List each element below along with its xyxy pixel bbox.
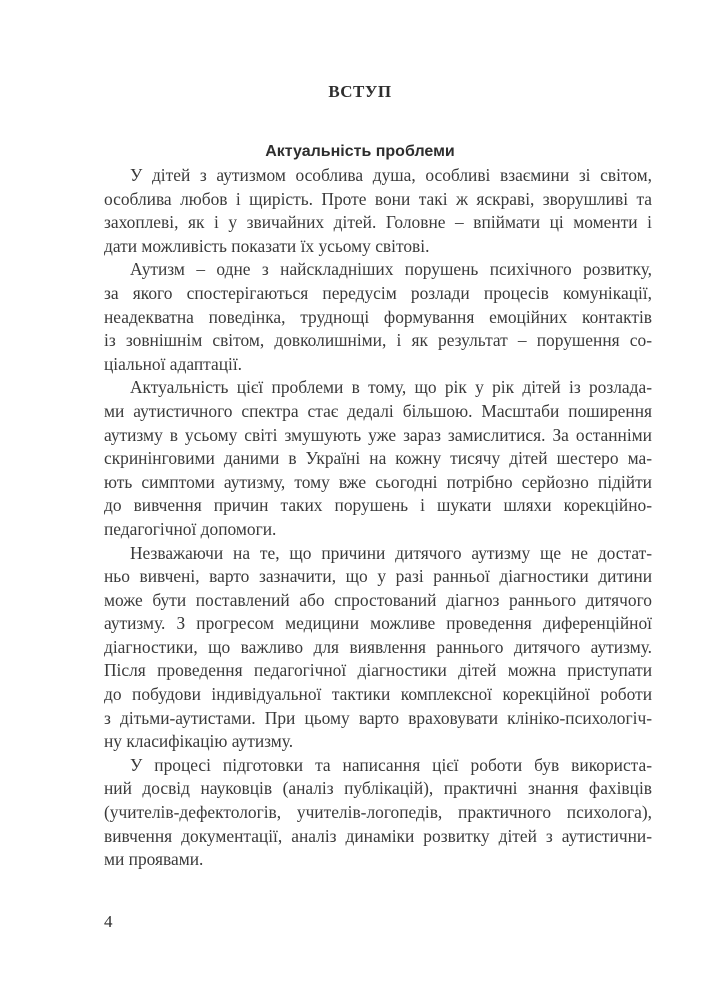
text-line: Аутизм – одне з найскладніших порушень психічного розвитку,: [130, 259, 652, 280]
text-line: ньо вивчені, варто зазначити, що у разі ранньої діагностики дитини: [104, 566, 652, 587]
text-line: педагогічної допомоги.: [104, 518, 277, 539]
text-line: аутизму. З прогресом медицини можливе проведення диференційної: [104, 613, 652, 634]
page-number: 4: [104, 912, 113, 931]
text-line: Актуальність цієї проблеми в тому, що рік у рік дітей із розлада-: [130, 377, 652, 398]
text-line: захоплеві, як і у звичайних дітей. Головне – впіймати ці моменти і: [104, 212, 652, 233]
text-line: Після проведення педагогічної діагностики дітей можна приступати: [104, 660, 652, 681]
text-line: У дітей з аутизмом особлива душа, особливі взаємини зі світом,: [130, 165, 652, 185]
text-line: із зовнішнім світом, довколишніми, і як результат – порушення со-: [104, 330, 652, 351]
text-line: може бути поставлений або спростований діагноз раннього дитячого: [104, 589, 652, 610]
paragraph: [104, 754, 652, 872]
text-line: ми проявами.: [104, 849, 204, 870]
text-line: У процесі підготовки та написання цієї роботи був використа-: [130, 754, 652, 775]
body-text: [104, 164, 652, 872]
chapter-title: ВСТУП: [328, 82, 392, 101]
text-line: аутизму в усьому світі змушують уже зараз замислитися. За останніми: [104, 424, 652, 445]
paragraph: [104, 376, 652, 541]
text-line: дати можливість показати їх усьому світові.: [104, 235, 430, 256]
text-line: вивчення документації, аналіз динаміки розвитку дітей з аутистични-: [104, 825, 652, 846]
text-line: ми аутистичного спектра стає дедалі більшою. Масштаби поширення: [104, 400, 652, 421]
text-line: ціальної адаптації.: [104, 353, 243, 374]
section-title: Актуальність проблеми: [265, 143, 455, 160]
text-line: ний досвід науковців (аналіз публікацій), практичні знання фахівців: [104, 778, 652, 799]
text-line: ну класифікацію аутизму.: [104, 731, 294, 752]
paragraph: [104, 542, 652, 754]
text-line: неадекватна поведінка, труднощі формування емоційних контактів: [104, 306, 652, 327]
text-line: (учителів-дефектологів, учителів-логопедів, практичного психолога),: [104, 802, 652, 823]
text-line: Незважаючи на те, що причини дитячого аутизму ще не достат-: [130, 542, 652, 563]
text-line: до вивчення причин таких порушень і шукати шляхи корекційно-: [104, 495, 652, 516]
text-line: скринінговими даними в Україні на кожну тисячу дітей шестеро ма-: [104, 448, 652, 469]
paragraph: [104, 258, 652, 376]
text-line: за якого спостерігаються передусім розлади процесів комунікації,: [104, 282, 652, 303]
paragraph: [104, 164, 652, 258]
text-line: з дітьми-аутистами. При цьому варто враховувати клініко-психологіч-: [104, 707, 652, 728]
text-line: до побудови індивідуальної тактики комплексної корекційної роботи: [104, 684, 652, 705]
text-line: діагностики, що важливо для виявлення раннього дитячого аутизму.: [104, 636, 652, 657]
text-line: ють симптоми аутизму, тому вже сьогодні потрібно серйозно підійти: [104, 471, 652, 492]
text-line: особлива любов і щирість. Проте вони такі ж яскраві, зворушливі та: [104, 188, 652, 209]
